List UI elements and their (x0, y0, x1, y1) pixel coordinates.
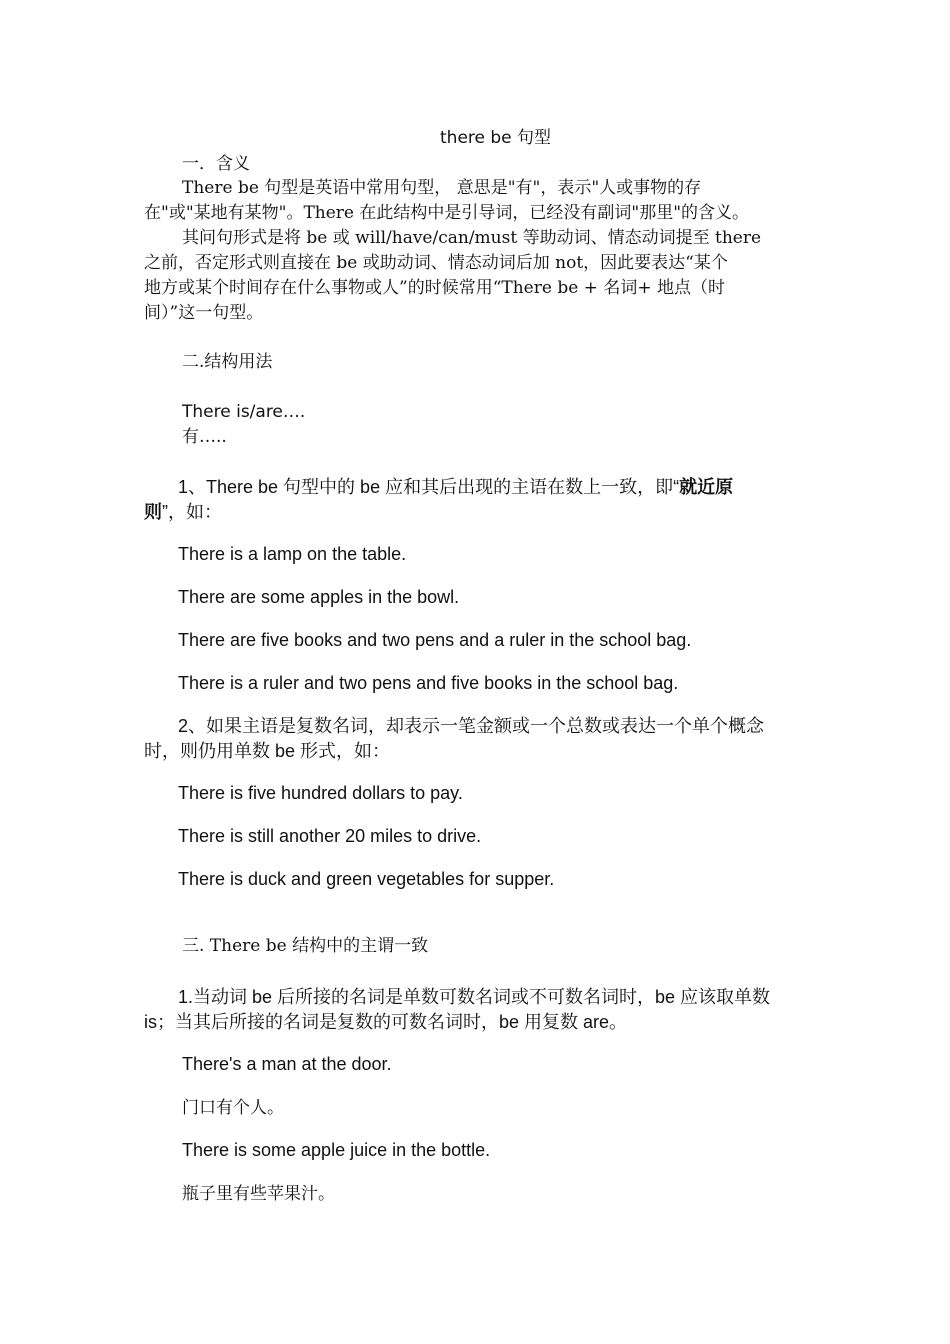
section3-rule1-line1: 1.当动词 be 后所接的名词是单数可数名词或不可数名词时，be 应该取单数 (178, 987, 771, 1007)
example-translation: 瓶子里有些苹果汁。 (182, 1184, 335, 1204)
example-sentence: There is five hundred dollars to pay. (178, 783, 463, 803)
section1-para2-line1: 其问句形式是将 be 或 will/have/can/must 等助动词、情态动词提至 there (182, 228, 762, 248)
example-sentence: There are some apples in the bowl. (178, 587, 460, 607)
rule1-line1-text: 1、There be 句型中的 be 应和其后出现的主语在数上一致，即“ (178, 477, 680, 497)
example-sentence: There is some apple juice in the bottle. (182, 1140, 491, 1160)
structure-meaning: 有….. (182, 427, 227, 447)
section1-para2-line4: 间）”这一句型。 (144, 303, 264, 323)
rule2-line1: 2、如果主语是复数名词，却表示一笔金额或一个总数或表达一个单个概念 (178, 716, 765, 736)
rule1-emphasis-end: 则 (144, 502, 162, 522)
example-sentence: There is duck and green vegetables for supper. (178, 869, 555, 889)
example-sentence: There are five books and two pens and a ruler in the school bag. (178, 630, 692, 650)
section1-para1-line1: There be 句型是英语中常用句型， 意思是"有"，表示"人或事物的存 (182, 178, 702, 198)
structure-pattern: There is/are…. (182, 402, 306, 422)
rule1-line2-text: ”，如： (162, 502, 222, 522)
section1-para2-line3: 地方或某个时间存在什么事物或人”的时候常用“There be + 名词+ 地点（时 (144, 278, 725, 298)
section1-para2-line2: 之前，否定形式则直接在 be 或助动词、情态动词后加 not，因此要表达“某个 (144, 253, 728, 273)
example-sentence: There's a man at the door. (182, 1054, 392, 1074)
example-sentence: There is a ruler and two pens and five books in the school bag. (178, 673, 679, 693)
document-title: there be 句型 (440, 128, 552, 148)
rule2-line2: 时，则仍用单数 be 形式，如： (144, 741, 391, 761)
section2-heading: 二.结构用法 (182, 352, 273, 372)
section3-rule1-line2: is；当其后所接的名词是复数的可数名词时，be 用复数 are。 (144, 1012, 628, 1032)
example-translation: 门口有个人。 (182, 1098, 284, 1118)
rule1-line2 (144, 500, 222, 524)
example-sentence: There is still another 20 miles to drive. (178, 826, 482, 846)
section3-heading: 三. There be 结构中的主谓一致 (182, 936, 429, 956)
rule1-line1 (178, 475, 733, 499)
section1-para1-line2: 在"或"某地有某物"。There 在此结构中是引导词，已经没有副词"那里"的含义。 (144, 203, 750, 223)
example-sentence: There is a lamp on the table. (178, 544, 407, 564)
rule1-emphasis: 就近原 (679, 477, 734, 497)
section1-heading: 一．含义 (182, 154, 250, 174)
